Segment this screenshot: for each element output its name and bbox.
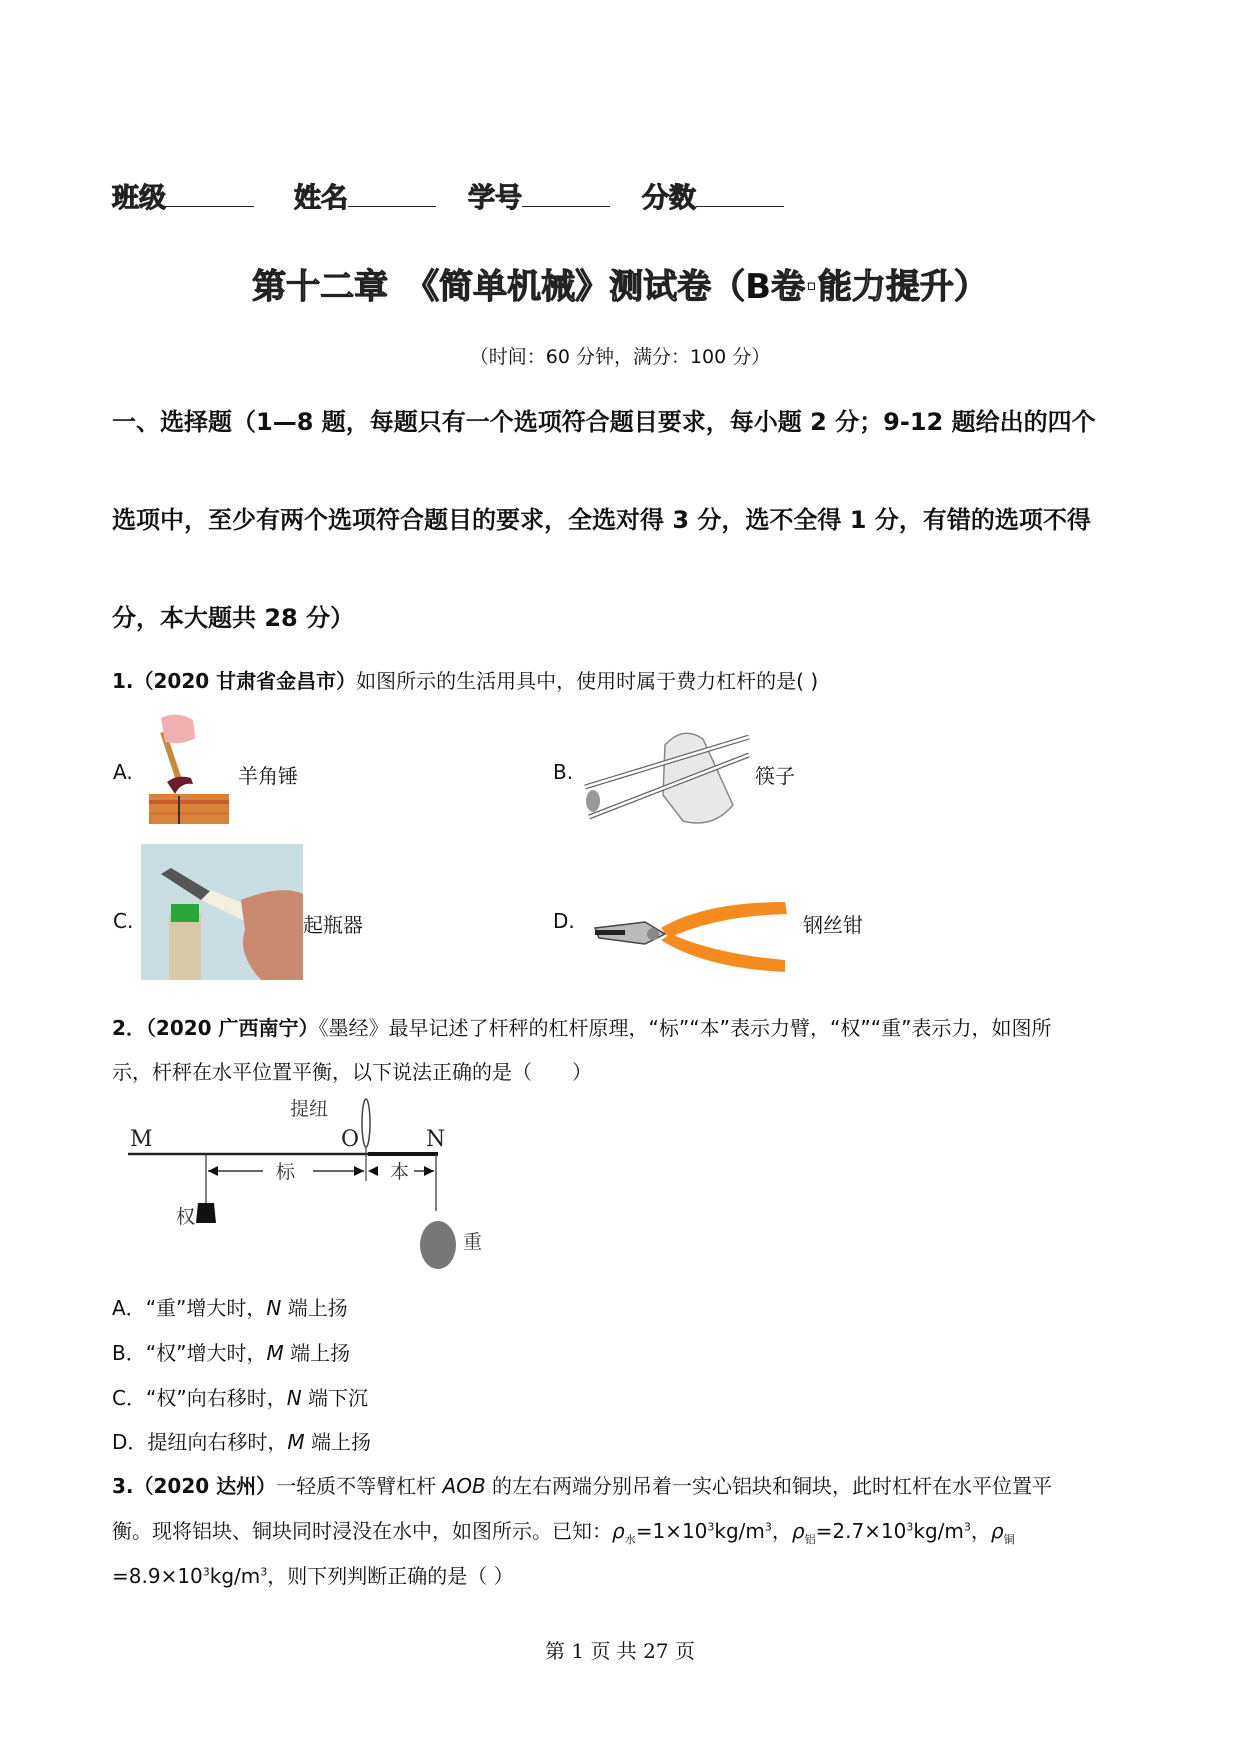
question-source: （2020 甘肃省金昌市） xyxy=(133,669,357,693)
name-field xyxy=(294,176,436,215)
option-a-label[interactable]: A. xyxy=(113,760,133,784)
exam-info: （时间：60 分钟，满分：100 分） xyxy=(469,346,771,368)
question-3-line1: 3.（2020 达州）一轻质不等臂杠杆 AOB 的左右两端分别吊着一实心铝块和铜块，此时杠杆在水平位置平 xyxy=(112,1474,1053,1498)
q2-option-c[interactable]: C．“权”向右移时，N 端下沉 xyxy=(112,1386,369,1410)
score-field xyxy=(642,176,784,215)
option-b-label[interactable]: B. xyxy=(553,760,574,784)
q2-option-a[interactable]: A．“重”增大时，N 端上扬 xyxy=(112,1296,348,1320)
steelyard-diagram xyxy=(118,1093,508,1273)
svg-text:本: 本 xyxy=(390,1161,410,1183)
class-field xyxy=(112,176,254,215)
question-text: 如图所示的生活用具中，使用时属于费力杠杆的是( ) xyxy=(356,669,819,693)
svg-text:标: 标 xyxy=(276,1161,296,1183)
student-id-field xyxy=(468,176,610,215)
class-blank[interactable] xyxy=(166,180,254,207)
pliers-image xyxy=(585,892,797,982)
section-heading-line1: 一、选择题（1—8 题，每题只有一个选项符合题目要求，每小题 2 分；9-12 题给出的四个 xyxy=(112,408,1096,436)
svg-text:O: O xyxy=(341,1127,360,1152)
svg-text:M: M xyxy=(130,1127,153,1152)
option-c-text: 起瓶器 xyxy=(303,913,363,937)
name-label: 姓名 xyxy=(294,183,348,214)
option-a-text: 羊角锤 xyxy=(238,764,298,788)
student-id-label: 学号 xyxy=(468,183,522,214)
question-source: （2020 广西南宁） xyxy=(145,1016,319,1040)
svg-text:提纽: 提纽 xyxy=(290,1098,329,1120)
question-text: 《墨经》最早记述了杆秤的杠杆原理，“标”“本”表示力臂，“权”“重”表示力，如图所 xyxy=(318,1016,1052,1040)
class-label: 班级 xyxy=(112,183,166,214)
score-blank[interactable] xyxy=(696,180,784,207)
q2-option-b[interactable]: B．“权”增大时，M 端上扬 xyxy=(112,1341,351,1365)
question-3-line3: $=8.9\times 10^3kg/m^3$，则下列判断正确的是（ ） xyxy=(112,1564,514,1588)
score-label: 分数 xyxy=(642,183,696,214)
option-d-label[interactable]: D. xyxy=(553,909,575,933)
option-c-label[interactable]: C. xyxy=(113,909,134,933)
chopsticks-image xyxy=(583,725,753,830)
question-3-line2: 衡。现将铝块、铜块同时浸没在水中，如图所示。已知：$\rho_水=1\times 10^3kg/m^3$，$\rho_铝=2.7\times 10^3kg/m^3$，$\rho_铜$ xyxy=(112,1519,1015,1546)
question-2-line2: 示，杆秤在水平位置平衡，以下说法正确的是（ ） xyxy=(112,1060,592,1084)
name-blank[interactable] xyxy=(348,180,436,207)
bottle-opener-image xyxy=(141,844,303,980)
student-id-blank[interactable] xyxy=(522,180,610,207)
svg-text:权: 权 xyxy=(176,1206,196,1228)
svg-text:重: 重 xyxy=(463,1231,483,1253)
option-b-text: 筷子 xyxy=(755,764,795,788)
hammer-image xyxy=(145,712,233,824)
question-2-line1 xyxy=(112,1012,1051,1041)
svg-text:N: N xyxy=(426,1127,446,1152)
question-1 xyxy=(112,665,818,694)
question-number: 2． xyxy=(112,1016,146,1040)
q2-option-d[interactable]: D．提纽向右移时，M 端上扬 xyxy=(112,1430,372,1454)
page-footer: 第 1 页 共 27 页 xyxy=(545,1639,695,1663)
section-heading-line2: 选项中，至少有两个选项符合题目的要求，全选对得 3 分，选不全得 1 分，有错的选项不得 xyxy=(112,506,1091,534)
page-title: 第十二章 《简单机械》测试卷（B卷·能力提升） xyxy=(252,267,988,307)
section-heading-line3: 分，本大题共 28 分） xyxy=(112,604,355,632)
option-d-text: 钢丝钳 xyxy=(803,913,863,937)
question-number: 1. xyxy=(112,669,134,693)
